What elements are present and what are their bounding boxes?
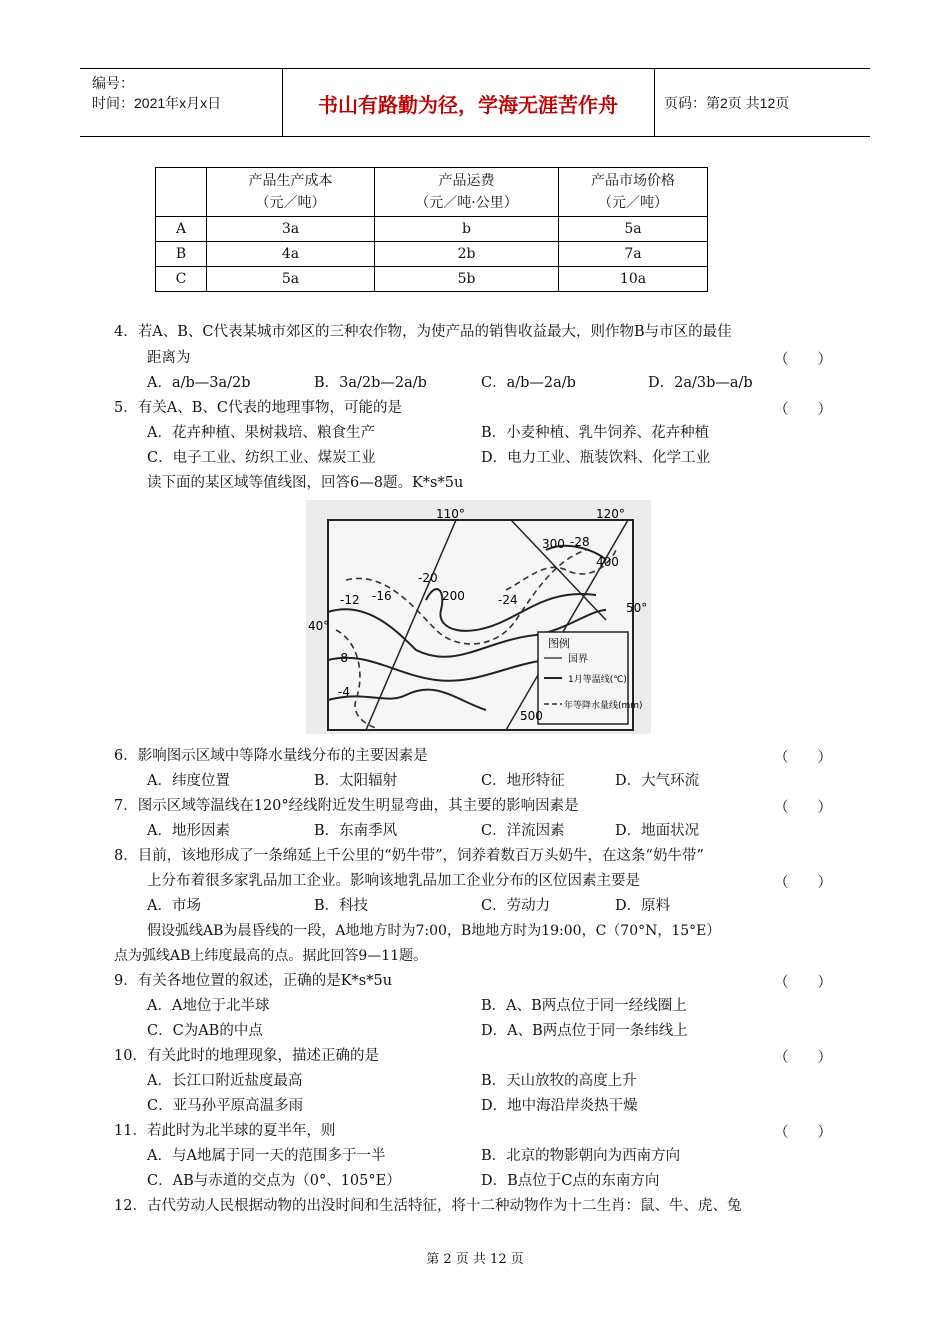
question-11: 11．若此时为北半球的夏半年，则 bbox=[114, 1123, 336, 1139]
table-cell: 5b bbox=[375, 267, 559, 292]
value-label: -12 bbox=[340, 593, 360, 607]
value-label: 300 bbox=[542, 537, 565, 551]
option: C．洋流因素 bbox=[481, 823, 565, 839]
option: B．太阳辐射 bbox=[314, 773, 398, 789]
table-cell: b bbox=[375, 217, 559, 242]
isoline-map-svg bbox=[306, 500, 651, 734]
table-cell: 7a bbox=[559, 242, 708, 267]
answer-paren: （ ） bbox=[774, 402, 832, 418]
option: C．劳动力 bbox=[481, 898, 551, 914]
header-unit: （元／吨） bbox=[598, 195, 668, 211]
number-label: 编号： bbox=[92, 75, 134, 91]
option: A．市场 bbox=[147, 898, 201, 914]
answer-paren: （ ） bbox=[774, 352, 832, 368]
header-line: 产品生产成本 bbox=[248, 173, 333, 189]
option: D．2a/3b—a/b bbox=[648, 375, 753, 391]
table-cell: 3a bbox=[207, 217, 375, 242]
option: B．北京的物影朝向为西南方向 bbox=[481, 1148, 681, 1164]
question-7: 7．图示区域等温线在120°经线附近发生明显弯曲，其主要的影响因素是 bbox=[114, 798, 579, 814]
value-label: 500 bbox=[520, 709, 543, 723]
header-left-cell bbox=[80, 69, 283, 136]
option: D．地中海沿岸炎热干燥 bbox=[481, 1098, 638, 1114]
table-corner-cell bbox=[156, 168, 207, 217]
answer-paren: （ ） bbox=[774, 750, 832, 766]
page-footer: 第 2 页 共 12 页 bbox=[426, 1252, 524, 1267]
answer-paren: （ ） bbox=[774, 800, 832, 816]
header-unit: （元／吨） bbox=[255, 195, 326, 211]
option: D．大气环流 bbox=[615, 773, 700, 789]
option: C．a/b—2a/b bbox=[481, 375, 576, 391]
option: C．地形特征 bbox=[481, 773, 565, 789]
question-9: 9．有关各地位置的叙述，正确的是K*s*5u bbox=[114, 973, 393, 989]
option: D．A、B两点位于同一条纬线上 bbox=[481, 1023, 688, 1039]
option: B．东南季风 bbox=[314, 823, 398, 839]
table-cell: C bbox=[156, 267, 207, 292]
time-label: 时间：2021年x月x日 bbox=[92, 95, 222, 111]
value-label: -16 bbox=[372, 589, 392, 603]
option: D．原料 bbox=[615, 898, 671, 914]
value-label: 400 bbox=[596, 555, 619, 569]
legend-item: 1月等温线(℃) bbox=[568, 675, 627, 685]
lat-label: 40° bbox=[308, 619, 330, 633]
intro-text: 点为弧线AB上纬度最高的点。据此回答9—11题。 bbox=[114, 948, 428, 964]
option: A．A地位于北半球 bbox=[147, 998, 270, 1014]
read-instruction: 读下面的某区域等值线图，回答6—8题。K*s*5u bbox=[147, 475, 464, 491]
option: C．C为AB的中点 bbox=[147, 1023, 263, 1039]
question-8: 8．目前，该地形成了一条绵延上千公里的“奶牛带”，饲养着数百万头奶牛，在这条“奶牛带” bbox=[114, 848, 704, 864]
lat-label: 50° bbox=[626, 601, 648, 615]
legend-item: 国界 bbox=[568, 654, 588, 665]
table-cell: 5a bbox=[207, 267, 375, 292]
table-header-cell bbox=[207, 168, 375, 217]
option: B．3a/2b—2a/b bbox=[314, 375, 427, 391]
table-cell: A bbox=[156, 217, 207, 242]
question-6: 6．影响图示区域中等降水量线分布的主要因素是 bbox=[114, 748, 428, 764]
table-row bbox=[156, 242, 708, 267]
table-cell: 5a bbox=[559, 217, 708, 242]
value-label: -28 bbox=[570, 535, 590, 549]
option: D．B点位于C点的东南方向 bbox=[481, 1173, 660, 1189]
option: A．花卉种植、果树栽培、粮食生产 bbox=[147, 425, 375, 441]
lon-label: 120° bbox=[596, 507, 625, 521]
header-right-cell bbox=[654, 69, 870, 136]
table-header-cell bbox=[375, 168, 559, 217]
option: D．地面状况 bbox=[615, 823, 700, 839]
table-row bbox=[156, 217, 708, 242]
table-row bbox=[156, 267, 708, 292]
product-table bbox=[155, 167, 708, 292]
header-unit: （元／吨·公里） bbox=[415, 195, 518, 211]
option: D．电力工业、瓶装饮料、化学工业 bbox=[481, 450, 711, 466]
option: B．天山放牧的高度上升 bbox=[481, 1073, 637, 1089]
table-header-cell bbox=[559, 168, 708, 217]
option: A．地形因素 bbox=[147, 823, 230, 839]
answer-paren: （ ） bbox=[774, 875, 832, 891]
option: B．A、B两点位于同一经线圈上 bbox=[481, 998, 687, 1014]
header-motto-cell bbox=[282, 69, 655, 136]
header-line: 产品市场价格 bbox=[591, 173, 675, 189]
question-12: 12．古代劳动人民根据动物的出没时间和生活特征，将十二种动物作为十二生肖：鼠、牛、虎、兔 bbox=[114, 1198, 742, 1214]
answer-paren: （ ） bbox=[774, 1125, 832, 1141]
lon-label: 110° bbox=[436, 507, 465, 521]
option: B．小麦种植、乳牛饲养、花卉种植 bbox=[481, 425, 710, 441]
option: A．与A地属于同一天的范围多于一半 bbox=[147, 1148, 386, 1164]
table-cell: 2b bbox=[375, 242, 559, 267]
answer-paren: （ ） bbox=[774, 1050, 832, 1066]
answer-paren: （ ） bbox=[774, 975, 832, 991]
table-header-row bbox=[156, 168, 708, 217]
option: A．长江口附近盐度最高 bbox=[147, 1073, 303, 1089]
question-5: 5．有关A、B、C代表的地理事物，可能的是 bbox=[114, 400, 402, 416]
value-label: -20 bbox=[418, 571, 438, 585]
table-cell: B bbox=[156, 242, 207, 267]
question-4: 4．若A、B、C代表某城市郊区的三种农作物，为使产品的销售收益最大，则作物B与市区的最佳 bbox=[114, 324, 732, 340]
intro-text: 假设弧线AB为晨昏线的一段，A地地方时为7:00，B地地方时为19:00，C（70°N，15°E） bbox=[147, 923, 721, 939]
page-header bbox=[80, 68, 870, 137]
legend-title: 图例 bbox=[548, 637, 570, 650]
isoline-map bbox=[306, 500, 651, 734]
value-label: -8 bbox=[336, 651, 348, 665]
option: A．a/b—3a/2b bbox=[147, 375, 251, 391]
table-cell: 10a bbox=[559, 267, 708, 292]
question-10: 10．有关此时的地理现象，描述正确的是 bbox=[114, 1048, 379, 1064]
option: C．亚马孙平原高温多雨 bbox=[147, 1098, 304, 1114]
page-label: 页码：第2页 共12页 bbox=[664, 95, 790, 111]
value-label: -4 bbox=[338, 685, 350, 699]
option: C．电子工业、纺织工业、煤炭工业 bbox=[147, 450, 376, 466]
option: A．纬度位置 bbox=[147, 773, 230, 789]
value-label: 200 bbox=[442, 589, 465, 603]
question-4-cont: 距离为 bbox=[147, 350, 191, 366]
table-cell: 4a bbox=[207, 242, 375, 267]
option: C．AB与赤道的交点为（0°、105°E） bbox=[147, 1173, 401, 1189]
question-8-cont: 上分布着很多家乳品加工企业。影响该地乳品加工企业分布的区位因素主要是 bbox=[147, 873, 640, 889]
header-line: 产品运费 bbox=[438, 173, 495, 189]
option: B．科技 bbox=[314, 898, 369, 914]
legend-item: 年等降水量线(mm) bbox=[564, 701, 643, 711]
value-label: -24 bbox=[498, 593, 518, 607]
motto: 书山有路勤为径，学海无涯苦作舟 bbox=[318, 93, 618, 117]
